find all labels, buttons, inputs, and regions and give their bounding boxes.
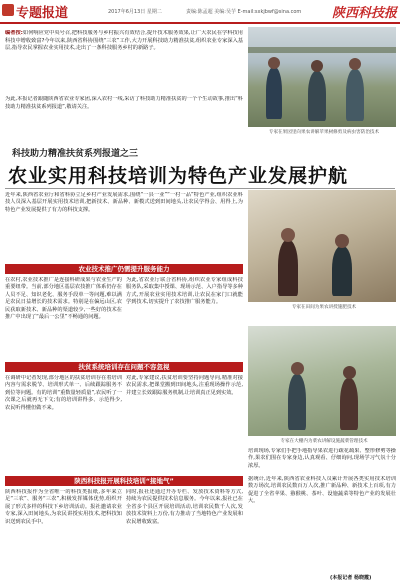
article-paragraph: 培训现场,专家们手把手地指导果农进行疏花疏果、整形修剪等操作,果农们围在专家身边,认真观看、仔细询问,现场学习气氛十分浓厚。 (248, 448, 396, 469)
photo-figure (288, 374, 306, 430)
section-logo-icon (2, 4, 14, 16)
editor-info: 责编:陈孟超 美编:吴芋 E-mail:sxkjbwf@sina.com (186, 9, 302, 15)
editor-note-continued: 为此,本报记者跟随陕西省农业专家团,深入农村一线,采访了科技助力精准扶贫的一个个生动故事,推出“科技助力精准扶贫系列报道”,敬请关注。 (5, 96, 243, 110)
photo-figure (340, 378, 358, 430)
header-rule (0, 22, 400, 24)
photo-tree-branch (248, 47, 396, 53)
photo-figure (308, 71, 326, 121)
photo-caption: 专家在大棚内为菜农讲解设施蔬菜管理技术 (280, 439, 368, 444)
article-intro: 近年来,陕西省农业厅和省科协立足乡村产业发展需求,围绕“一县一业”“一村一品”特色产业,组织农业科技人员深入基层开展实用技术培训,把新技术、新品种、新模式送到田间地头,让农民学得会、用得上,为特色产业发展提供了有力的科技支撑。 (5, 192, 243, 213)
photo-caption: 专家在田间为果农讲授施肥技术 (291, 305, 357, 310)
photo-figure-head (291, 362, 304, 375)
photo-caption: 专家在果园里向果农讲解苹果树修剪及病虫害防治技术 (268, 130, 380, 135)
photo-figure-head (349, 58, 361, 70)
subheading: 扶贫系统培训存在问题不容忽视 (5, 362, 243, 372)
photo-figure (346, 69, 364, 121)
photo-figure-head (281, 228, 295, 242)
greenhouse-training-photo (248, 326, 396, 436)
section-title: 专题报道 (16, 6, 69, 21)
issue-date: 2017年6月13日 星期二 (108, 9, 162, 15)
photo-figure (278, 240, 298, 296)
editor-note-label: 编者按: (5, 30, 23, 36)
headline-rule (5, 188, 395, 189)
article-paragraph: 在调研中记者发现,部分地区的扶贫培训存在着培训内容与需求脱节、培训形式单一、后续跟踪服务不到位等问题。有的培训“重数量轻质量”,农民听了一次课之后就再无下文;有的培训讲得多、示范得少,农民听得懂但做不来。 (5, 375, 122, 411)
series-label: 科技助力精准扶贫系列报道之三 (12, 149, 139, 159)
photo-figure-head (335, 234, 349, 248)
article-paragraph: 据统计,近年来,陕西省农业科技人员累计开展各类实用技术培训数万场次,培训农民数百万人次,推广新品种、新技术上百项,有力促进了全省苹果、猕猴桃、茶叶、设施蔬菜等特色产业的发展壮大。 (248, 476, 396, 505)
article-paragraph: 陕西科技报作为全省唯一的科技类报纸,多年来立足“三农”、服务“三农”,积极发挥媒体优势,组织开展了形式多样的科技下乡培训活动。报社邀请农业专家,深入田间地头,为农民讲授实用技术,把科技知识送到农民手中。 (5, 489, 122, 525)
article-paragraph: 对此,专家建议,扶贫培训要坚持问题导向,精准对接农民需求,把课堂搬到田间地头,注重现场操作示范,并建立长效跟踪服务机制,让培训真正见到实效。 (126, 375, 243, 396)
headline: 农业实用科技培训为特色产业发展护航 (8, 165, 349, 187)
photo-figure-head (268, 57, 280, 69)
orchard-training-photo (248, 27, 396, 127)
photo-figure-head (343, 366, 356, 379)
article-paragraph: 为此,省农业厅联合省科协,组织农业专家组成科技服务队,采取集中授课、现场示范、入户指导等多种方式,开展农业实用技术培训,让农民在家门口就能学到技术,切实提升了农技推广服务能力。 (126, 277, 243, 306)
article-paragraph: 在农村,农业技术推广是连接科研成果与农业生产的重要纽带。当前,部分地区基层农技推广体系仍存在人员不足、知识老化、服务手段单一等问题,难以满足农民日益增长的技术需求。特别是在偏远山区,农民获取新技术、新品种的渠道较少,一些好的技术在推广中出现了“最后一公里”不畅通的问题。 (5, 277, 122, 321)
subheading: 陕西科技报开展科技培训“接地气” (5, 476, 243, 486)
newspaper-brand: 陕西科技报 (332, 6, 398, 21)
editor-note (5, 30, 243, 94)
photo-figure (332, 246, 352, 296)
subheading: 农业技术推广仍需提升服务能力 (5, 264, 243, 274)
field-training-photo (248, 190, 396, 302)
photo-figure (266, 67, 282, 119)
editor-note-text: 如何响应党中央号召,把科技服务与乡村振兴有效结合,提升技术服务效果,让广大农民在学科技用科技中增收致富?今年以来,陕西省科协围绕“三农”工作,大力开展科技助力精准扶贫,组织农业专家深入基层,指导农民掌握农业实用技术,走出了一条科技服务乡村的新路子。 (5, 30, 243, 52)
byline: (本报记者 杨晓霞) (330, 575, 372, 581)
photo-figure-head (311, 60, 323, 72)
article-paragraph: 同时,报社还通过开办专栏、发放技术资料等方式,持续为农民提供技术信息服务。今年以来,报社已在全省多个县区开展培训活动,培训农民数千人次,发放技术资料上万份,有力推动了当地特色产业发展和农民增收致富。 (126, 489, 243, 525)
